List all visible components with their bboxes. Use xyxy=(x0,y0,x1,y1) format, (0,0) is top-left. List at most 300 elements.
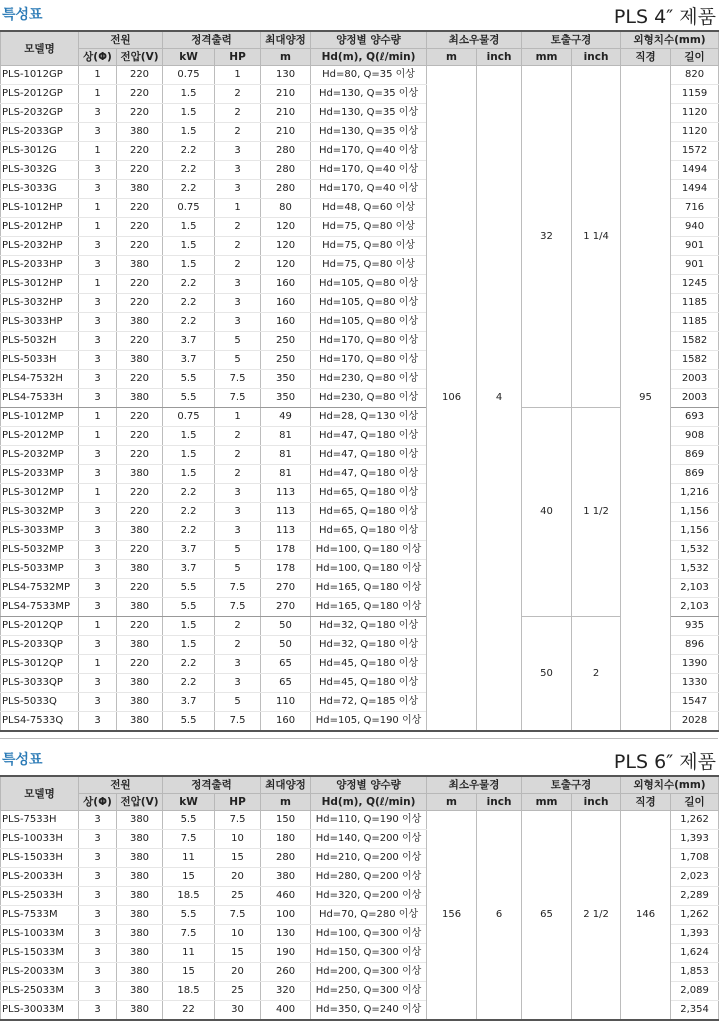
cell-voltage: 220 xyxy=(117,218,163,237)
header-headflow-sub: Hd(m), Q(ℓ/min) xyxy=(311,794,427,811)
cell-phase: 3 xyxy=(79,925,117,944)
cell-voltage: 220 xyxy=(117,332,163,351)
cell-kw: 2.2 xyxy=(163,161,215,180)
cell-model: PLS-2033GP xyxy=(1,123,79,142)
cell-length: 2003 xyxy=(671,389,719,408)
cell-voltage: 220 xyxy=(117,275,163,294)
cell-voltage: 220 xyxy=(117,199,163,218)
cell-model: PLS-3033MP xyxy=(1,522,79,541)
cell-kw: 11 xyxy=(163,944,215,963)
cell-phase: 3 xyxy=(79,906,117,925)
header-model: 모델명 xyxy=(1,776,79,811)
cell-hp: 25 xyxy=(215,887,261,906)
cell-outlet-inch: 2 1/2 xyxy=(572,811,621,1021)
cell-model: PLS-1012MP xyxy=(1,408,79,427)
cell-model: PLS-7533H xyxy=(1,811,79,830)
cell-length: 1494 xyxy=(671,180,719,199)
cell-phase: 3 xyxy=(79,332,117,351)
table-row xyxy=(1,811,719,830)
cell-phase: 3 xyxy=(79,560,117,579)
cell-headflow: Hd=70, Q=280 이상 xyxy=(311,906,427,925)
header-maxhead: 최대양정 xyxy=(261,776,311,794)
cell-voltage: 380 xyxy=(117,674,163,693)
cell-voltage: 220 xyxy=(117,484,163,503)
cell-outlet-mm: 65 xyxy=(522,811,572,1021)
cell-maxhead: 350 xyxy=(261,389,311,408)
cell-length: 869 xyxy=(671,465,719,484)
cell-maxhead: 120 xyxy=(261,237,311,256)
header-outlet: 토출구경 xyxy=(522,776,621,794)
cell-model: PLS-3033QP xyxy=(1,674,79,693)
cell-kw: 1.5 xyxy=(163,85,215,104)
cell-model: PLS-5032MP xyxy=(1,541,79,560)
cell-kw: 11 xyxy=(163,849,215,868)
cell-headflow: Hd=170, Q=40 이상 xyxy=(311,180,427,199)
cell-hp: 3 xyxy=(215,294,261,313)
cell-maxhead: 81 xyxy=(261,465,311,484)
cell-hp: 5 xyxy=(215,332,261,351)
cell-headflow: Hd=170, Q=40 이상 xyxy=(311,142,427,161)
cell-hp: 5 xyxy=(215,560,261,579)
cell-headflow: Hd=140, Q=200 이상 xyxy=(311,830,427,849)
header-m: m xyxy=(261,49,311,66)
cell-maxhead: 130 xyxy=(261,925,311,944)
cell-hp: 2 xyxy=(215,123,261,142)
cell-length: 2,289 xyxy=(671,887,719,906)
cell-maxhead: 280 xyxy=(261,142,311,161)
cell-phase: 1 xyxy=(79,85,117,104)
cell-length: 1,262 xyxy=(671,811,719,830)
cell-maxhead: 380 xyxy=(261,868,311,887)
cell-phase: 1 xyxy=(79,66,117,85)
cell-maxhead: 120 xyxy=(261,218,311,237)
header-dim-len: 길이 xyxy=(671,794,719,811)
cell-headflow: Hd=200, Q=300 이상 xyxy=(311,963,427,982)
cell-minwell-inch: 4 xyxy=(477,66,522,732)
section-title-row xyxy=(0,0,720,30)
cell-length: 1582 xyxy=(671,351,719,370)
cell-maxhead: 80 xyxy=(261,199,311,218)
cell-phase: 1 xyxy=(79,484,117,503)
cell-model: PLS-1012HP xyxy=(1,199,79,218)
cell-kw: 5.5 xyxy=(163,579,215,598)
cell-model: PLS-3032MP xyxy=(1,503,79,522)
cell-model: PLS-5033Q xyxy=(1,693,79,712)
header-dim-dia: 직경 xyxy=(621,49,671,66)
cell-maxhead: 113 xyxy=(261,522,311,541)
cell-phase: 1 xyxy=(79,199,117,218)
cell-voltage: 380 xyxy=(117,522,163,541)
cell-maxhead: 210 xyxy=(261,104,311,123)
cell-voltage: 380 xyxy=(117,982,163,1001)
cell-hp: 5 xyxy=(215,351,261,370)
cell-phase: 3 xyxy=(79,598,117,617)
cell-phase: 1 xyxy=(79,275,117,294)
cell-maxhead: 120 xyxy=(261,256,311,275)
header-maxhead: 최대양정 xyxy=(261,31,311,49)
cell-kw: 5.5 xyxy=(163,712,215,732)
cell-length: 716 xyxy=(671,199,719,218)
cell-kw: 5.5 xyxy=(163,389,215,408)
cell-phase: 3 xyxy=(79,944,117,963)
header-minwell-m: m xyxy=(427,49,477,66)
header-minwell: 최소우물경 xyxy=(427,31,522,49)
cell-headflow: Hd=320, Q=200 이상 xyxy=(311,887,427,906)
cell-hp: 7.5 xyxy=(215,579,261,598)
cell-kw: 2.2 xyxy=(163,484,215,503)
cell-phase: 3 xyxy=(79,465,117,484)
cell-headflow: Hd=230, Q=80 이상 xyxy=(311,370,427,389)
cell-hp: 2 xyxy=(215,104,261,123)
header-m: m xyxy=(261,794,311,811)
cell-phase: 3 xyxy=(79,868,117,887)
cell-maxhead: 250 xyxy=(261,332,311,351)
cell-maxhead: 350 xyxy=(261,370,311,389)
header-headflow: 양정별 양수량 xyxy=(311,31,427,49)
cell-maxhead: 250 xyxy=(261,351,311,370)
cell-model: PLS-7533M xyxy=(1,906,79,925)
cell-kw: 1.5 xyxy=(163,256,215,275)
spec-table-pls6-body xyxy=(1,811,719,1021)
header-dim-dia: 직경 xyxy=(621,794,671,811)
cell-hp: 3 xyxy=(215,161,261,180)
cell-kw: 1.5 xyxy=(163,237,215,256)
cell-headflow: Hd=165, Q=180 이상 xyxy=(311,579,427,598)
cell-model: PLS4-7532MP xyxy=(1,579,79,598)
cell-phase: 3 xyxy=(79,1001,117,1021)
cell-hp: 2 xyxy=(215,636,261,655)
cell-kw: 2.2 xyxy=(163,142,215,161)
cell-length: 1,532 xyxy=(671,541,719,560)
cell-hp: 3 xyxy=(215,522,261,541)
cell-model: PLS-2012QP xyxy=(1,617,79,636)
cell-phase: 3 xyxy=(79,712,117,732)
cell-kw: 18.5 xyxy=(163,887,215,906)
cell-hp: 15 xyxy=(215,944,261,963)
cell-voltage: 220 xyxy=(117,579,163,598)
cell-minwell-m: 156 xyxy=(427,811,477,1021)
cell-voltage: 380 xyxy=(117,944,163,963)
cell-headflow: Hd=47, Q=180 이상 xyxy=(311,427,427,446)
header-outlet-inch: inch xyxy=(572,49,621,66)
table-row xyxy=(1,66,719,85)
cell-kw: 15 xyxy=(163,868,215,887)
cell-kw: 1.5 xyxy=(163,617,215,636)
cell-maxhead: 113 xyxy=(261,503,311,522)
cell-headflow: Hd=32, Q=180 이상 xyxy=(311,636,427,655)
cell-hp: 5 xyxy=(215,693,261,712)
cell-kw: 1.5 xyxy=(163,465,215,484)
header-minwell-inch: inch xyxy=(477,49,522,66)
cell-maxhead: 150 xyxy=(261,811,311,830)
cell-headflow: Hd=100, Q=180 이상 xyxy=(311,560,427,579)
cell-length: 2003 xyxy=(671,370,719,389)
cell-maxhead: 320 xyxy=(261,982,311,1001)
cell-length: 1,393 xyxy=(671,925,719,944)
cell-hp: 1 xyxy=(215,199,261,218)
cell-model: PLS-5033H xyxy=(1,351,79,370)
cell-length: 2,354 xyxy=(671,1001,719,1021)
cell-headflow: Hd=250, Q=300 이상 xyxy=(311,982,427,1001)
cell-headflow: Hd=130, Q=35 이상 xyxy=(311,85,427,104)
cell-hp: 3 xyxy=(215,503,261,522)
cell-headflow: Hd=47, Q=180 이상 xyxy=(311,446,427,465)
cell-headflow: Hd=65, Q=180 이상 xyxy=(311,503,427,522)
header-dim: 외형치수(mm) xyxy=(621,31,719,49)
cell-kw: 3.7 xyxy=(163,560,215,579)
cell-length: 820 xyxy=(671,66,719,85)
header-kw: kW xyxy=(163,794,215,811)
cell-headflow: Hd=105, Q=80 이상 xyxy=(311,313,427,332)
cell-model: PLS-2012MP xyxy=(1,427,79,446)
cell-model: PLS-30033M xyxy=(1,1001,79,1021)
cell-phase: 1 xyxy=(79,142,117,161)
header-power: 전원 xyxy=(79,776,163,794)
cell-maxhead: 81 xyxy=(261,446,311,465)
cell-headflow: Hd=45, Q=180 이상 xyxy=(311,655,427,674)
cell-phase: 3 xyxy=(79,313,117,332)
cell-hp: 2 xyxy=(215,617,261,636)
cell-hp: 20 xyxy=(215,963,261,982)
cell-headflow: Hd=65, Q=180 이상 xyxy=(311,522,427,541)
cell-phase: 1 xyxy=(79,617,117,636)
cell-voltage: 220 xyxy=(117,85,163,104)
cell-headflow: Hd=45, Q=180 이상 xyxy=(311,674,427,693)
cell-kw: 2.2 xyxy=(163,503,215,522)
cell-length: 1390 xyxy=(671,655,719,674)
cell-phase: 3 xyxy=(79,887,117,906)
cell-headflow: Hd=100, Q=300 이상 xyxy=(311,925,427,944)
cell-voltage: 220 xyxy=(117,142,163,161)
cell-minwell-inch: 6 xyxy=(477,811,522,1021)
cell-voltage: 380 xyxy=(117,180,163,199)
cell-voltage: 380 xyxy=(117,712,163,732)
cell-outlet-mm: 40 xyxy=(522,408,572,617)
cell-length: 1,393 xyxy=(671,830,719,849)
cell-maxhead: 81 xyxy=(261,427,311,446)
cell-minwell-m: 106 xyxy=(427,66,477,732)
cell-length: 1582 xyxy=(671,332,719,351)
cell-length: 2,103 xyxy=(671,598,719,617)
cell-phase: 3 xyxy=(79,503,117,522)
cell-kw: 1.5 xyxy=(163,427,215,446)
cell-hp: 3 xyxy=(215,655,261,674)
cell-maxhead: 100 xyxy=(261,906,311,925)
cell-length: 1547 xyxy=(671,693,719,712)
cell-hp: 7.5 xyxy=(215,712,261,732)
cell-voltage: 380 xyxy=(117,868,163,887)
cell-kw: 2.2 xyxy=(163,180,215,199)
cell-kw: 0.75 xyxy=(163,408,215,427)
cell-maxhead: 50 xyxy=(261,617,311,636)
cell-outlet-inch: 2 xyxy=(572,617,621,732)
cell-hp: 2 xyxy=(215,237,261,256)
header-minwell-inch: inch xyxy=(477,794,522,811)
cell-model: PLS-20033H xyxy=(1,868,79,887)
cell-headflow: Hd=110, Q=190 이상 xyxy=(311,811,427,830)
cell-phase: 3 xyxy=(79,161,117,180)
cell-voltage: 380 xyxy=(117,465,163,484)
cell-hp: 1 xyxy=(215,66,261,85)
cell-phase: 3 xyxy=(79,294,117,313)
cell-headflow: Hd=75, Q=80 이상 xyxy=(311,256,427,275)
cell-length: 2,089 xyxy=(671,982,719,1001)
cell-phase: 3 xyxy=(79,982,117,1001)
cell-voltage: 380 xyxy=(117,906,163,925)
cell-hp: 3 xyxy=(215,142,261,161)
cell-hp: 2 xyxy=(215,256,261,275)
cell-voltage: 220 xyxy=(117,104,163,123)
cell-phase: 3 xyxy=(79,446,117,465)
cell-voltage: 380 xyxy=(117,963,163,982)
cell-phase: 3 xyxy=(79,522,117,541)
cell-headflow: Hd=170, Q=80 이상 xyxy=(311,332,427,351)
cell-maxhead: 160 xyxy=(261,294,311,313)
section-pls6 xyxy=(0,745,720,1021)
cell-length: 1185 xyxy=(671,313,719,332)
cell-outlet-mm: 50 xyxy=(522,617,572,732)
cell-voltage: 220 xyxy=(117,541,163,560)
cell-maxhead: 190 xyxy=(261,944,311,963)
cell-length: 1,624 xyxy=(671,944,719,963)
cell-headflow: Hd=72, Q=185 이상 xyxy=(311,693,427,712)
cell-length: 869 xyxy=(671,446,719,465)
section-title: 특성표 xyxy=(2,752,43,768)
cell-length: 1330 xyxy=(671,674,719,693)
cell-model: PLS-2032MP xyxy=(1,446,79,465)
cell-headflow: Hd=80, Q=35 이상 xyxy=(311,66,427,85)
cell-hp: 7.5 xyxy=(215,811,261,830)
table-row xyxy=(1,617,719,636)
cell-model: PLS-10033H xyxy=(1,830,79,849)
cell-outlet-inch: 1 1/2 xyxy=(572,408,621,617)
cell-phase: 3 xyxy=(79,351,117,370)
header-phase: 상(Φ) xyxy=(79,794,117,811)
cell-model: PLS-3012HP xyxy=(1,275,79,294)
cell-phase: 3 xyxy=(79,674,117,693)
cell-maxhead: 400 xyxy=(261,1001,311,1021)
cell-voltage: 380 xyxy=(117,256,163,275)
cell-phase: 1 xyxy=(79,218,117,237)
cell-hp: 10 xyxy=(215,925,261,944)
cell-model: PLS-15033H xyxy=(1,849,79,868)
cell-hp: 3 xyxy=(215,275,261,294)
cell-length: 896 xyxy=(671,636,719,655)
cell-maxhead: 130 xyxy=(261,66,311,85)
cell-hp: 2 xyxy=(215,427,261,446)
cell-hp: 2 xyxy=(215,465,261,484)
cell-maxhead: 160 xyxy=(261,313,311,332)
cell-maxhead: 270 xyxy=(261,598,311,617)
cell-maxhead: 210 xyxy=(261,123,311,142)
cell-kw: 1.5 xyxy=(163,446,215,465)
cell-phase: 3 xyxy=(79,811,117,830)
cell-hp: 7.5 xyxy=(215,389,261,408)
cell-model: PLS-2012HP xyxy=(1,218,79,237)
table-row xyxy=(1,408,719,427)
cell-phase: 3 xyxy=(79,256,117,275)
cell-maxhead: 65 xyxy=(261,655,311,674)
product-title: PLS 4″ 제품 xyxy=(613,6,716,28)
cell-hp: 3 xyxy=(215,313,261,332)
cell-model: PLS-3032G xyxy=(1,161,79,180)
cell-voltage: 380 xyxy=(117,123,163,142)
cell-length: 2028 xyxy=(671,712,719,732)
cell-length: 1494 xyxy=(671,161,719,180)
cell-model: PLS-3033HP xyxy=(1,313,79,332)
header-kw: kW xyxy=(163,49,215,66)
cell-kw: 2.2 xyxy=(163,294,215,313)
cell-voltage: 220 xyxy=(117,446,163,465)
cell-length: 940 xyxy=(671,218,719,237)
cell-phase: 3 xyxy=(79,693,117,712)
cell-headflow: Hd=130, Q=35 이상 xyxy=(311,104,427,123)
cell-phase: 3 xyxy=(79,830,117,849)
cell-maxhead: 210 xyxy=(261,85,311,104)
header-dim: 외형치수(mm) xyxy=(621,776,719,794)
cell-length: 1572 xyxy=(671,142,719,161)
cell-headflow: Hd=75, Q=80 이상 xyxy=(311,218,427,237)
cell-maxhead: 280 xyxy=(261,849,311,868)
cell-voltage: 380 xyxy=(117,925,163,944)
product-title: PLS 6″ 제품 xyxy=(613,751,716,773)
cell-length: 1,216 xyxy=(671,484,719,503)
cell-hp: 30 xyxy=(215,1001,261,1021)
cell-voltage: 380 xyxy=(117,830,163,849)
cell-kw: 22 xyxy=(163,1001,215,1021)
cell-headflow: Hd=48, Q=60 이상 xyxy=(311,199,427,218)
cell-phase: 3 xyxy=(79,849,117,868)
cell-kw: 2.2 xyxy=(163,313,215,332)
cell-kw: 2.2 xyxy=(163,674,215,693)
cell-kw: 0.75 xyxy=(163,199,215,218)
header-phase: 상(Φ) xyxy=(79,49,117,66)
cell-headflow: Hd=100, Q=180 이상 xyxy=(311,541,427,560)
cell-voltage: 380 xyxy=(117,598,163,617)
cell-headflow: Hd=170, Q=80 이상 xyxy=(311,351,427,370)
cell-voltage: 380 xyxy=(117,1001,163,1021)
cell-maxhead: 160 xyxy=(261,712,311,732)
cell-voltage: 220 xyxy=(117,370,163,389)
cell-voltage: 220 xyxy=(117,655,163,674)
cell-headflow: Hd=105, Q=190 이상 xyxy=(311,712,427,732)
cell-voltage: 220 xyxy=(117,408,163,427)
header-outlet-mm: mm xyxy=(522,794,572,811)
header-headflow-sub: Hd(m), Q(ℓ/min) xyxy=(311,49,427,66)
cell-phase: 3 xyxy=(79,237,117,256)
cell-kw: 7.5 xyxy=(163,925,215,944)
cell-model: PLS-3012MP xyxy=(1,484,79,503)
cell-length: 1185 xyxy=(671,294,719,313)
cell-voltage: 380 xyxy=(117,887,163,906)
cell-model: PLS-3032HP xyxy=(1,294,79,313)
cell-model: PLS-2033MP xyxy=(1,465,79,484)
cell-kw: 1.5 xyxy=(163,218,215,237)
cell-headflow: Hd=75, Q=80 이상 xyxy=(311,237,427,256)
header-rated: 정격출력 xyxy=(163,776,261,794)
cell-hp: 7.5 xyxy=(215,598,261,617)
header-minwell: 최소우물경 xyxy=(427,776,522,794)
cell-length: 1120 xyxy=(671,104,719,123)
cell-maxhead: 270 xyxy=(261,579,311,598)
cell-length: 1,708 xyxy=(671,849,719,868)
cell-length: 1,853 xyxy=(671,963,719,982)
cell-model: PLS-3012QP xyxy=(1,655,79,674)
cell-length: 693 xyxy=(671,408,719,427)
cell-diameter: 95 xyxy=(621,66,671,732)
cell-model: PLS-3012G xyxy=(1,142,79,161)
cell-phase: 1 xyxy=(79,427,117,446)
